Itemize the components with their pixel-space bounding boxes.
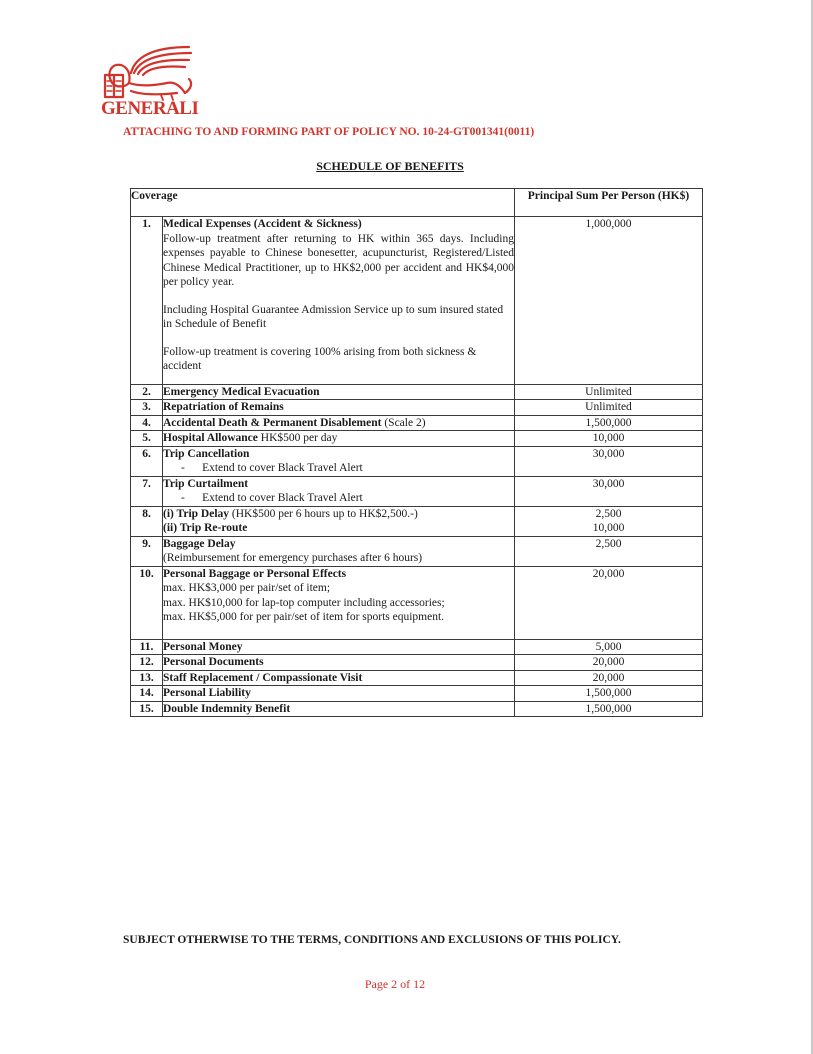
benefit-title: Medical Expenses (Accident & Sickness) xyxy=(163,218,362,230)
table-row xyxy=(131,431,703,447)
benefit-note: (Scale 2) xyxy=(381,416,426,429)
row-number: 14. xyxy=(131,686,163,702)
sum-column-header: Principal Sum Per Person (HK$) xyxy=(515,189,703,217)
row-number: 13. xyxy=(131,670,163,686)
benefit-amount: 20,000 xyxy=(515,566,703,639)
table-header-row xyxy=(131,189,703,217)
row-number: 12. xyxy=(131,655,163,671)
row-number: 5. xyxy=(131,431,163,447)
terms-note: SUBJECT OTHERWISE TO THE TERMS, CONDITIONS AND EXCLUSIONS OF THIS POLICY. xyxy=(123,934,621,946)
benefit-detail: (Reimbursement for emergency purchases after 6 hours) xyxy=(163,552,423,564)
benefit-amount: 20,000 xyxy=(515,670,703,686)
benefit-title: Trip Cancellation xyxy=(163,447,250,460)
benefit-title: Personal Documents xyxy=(163,656,264,668)
benefit-detail: - Extend to cover Black Travel Alert xyxy=(181,462,363,474)
row-number: 6. xyxy=(131,446,163,476)
benefit-title: Double Indemnity Benefit xyxy=(163,702,291,715)
benefit-detail: Follow-up treatment after returning to HK within 365 days. Including expenses payable to Chinese bonesetter, acupuncturist, Registered/Listed Chinese Medical Practitioner, up to HK$2,000 per accident and HK$4,000 per policy year. xyxy=(163,232,514,288)
benefit-title: Staff Replacement / Compassionate Visit xyxy=(163,671,363,684)
policy-reference: ATTACHING TO AND FORMING PART OF POLICY NO. 10-24-GT001341(0011) xyxy=(123,126,535,138)
benefit-amount: 30,000 xyxy=(515,446,703,476)
benefit-amount: 10,000 xyxy=(592,522,625,534)
benefit-title: Personal Baggage or Personal Effects xyxy=(163,567,347,580)
benefit-amount: 1,500,000 xyxy=(515,686,703,702)
table-row xyxy=(131,384,703,400)
row-number: 8. xyxy=(131,506,163,536)
table-row xyxy=(131,400,703,416)
benefit-title: Repatriation of Remains xyxy=(163,401,284,413)
benefit-amount: 2,500 xyxy=(515,536,703,566)
benefit-amount: 1,000,000 xyxy=(515,217,703,385)
generali-logo xyxy=(101,43,197,121)
benefit-title: Personal Liability xyxy=(163,687,251,699)
benefit-detail: max. HK$3,000 per pair/set of item; xyxy=(163,582,331,594)
benefit-detail: - Extend to cover Black Travel Alert xyxy=(181,492,363,504)
row-number: 9. xyxy=(131,536,163,566)
benefits-table xyxy=(130,188,703,717)
benefit-amount: Unlimited xyxy=(515,384,703,400)
benefit-amount: 1,500,000 xyxy=(515,701,703,717)
benefit-title: Emergency Medical Evacuation xyxy=(163,385,320,398)
benefit-title: (i) Trip Delay xyxy=(163,507,230,520)
benefit-title: Accidental Death & Permanent Disablement xyxy=(163,416,382,429)
generali-wordmark: GENERALI xyxy=(101,98,199,119)
benefit-detail: Follow-up treatment is covering 100% arising from both sickness & accident xyxy=(163,345,477,372)
row-number: 3. xyxy=(131,400,163,416)
row-number: 10. xyxy=(131,566,163,639)
row-number: 2. xyxy=(131,384,163,400)
table-row xyxy=(131,476,703,506)
table-row xyxy=(131,506,703,536)
table-row xyxy=(131,670,703,686)
row-number: 4. xyxy=(131,415,163,431)
benefit-detail: max. HK$10,000 for lap-top computer including accessories; xyxy=(163,596,445,609)
benefit-detail: max. HK$5,000 for per pair/set of item for sports equipment. xyxy=(163,611,445,623)
benefit-amount: 1,500,000 xyxy=(515,415,703,431)
row-number: 15. xyxy=(131,701,163,717)
table-row xyxy=(131,415,703,431)
benefit-amount: 2,500 xyxy=(595,507,622,520)
table-row xyxy=(131,217,703,385)
row-number: 1. xyxy=(131,217,163,385)
table-row xyxy=(131,655,703,671)
benefit-note: HK$500 per day xyxy=(257,432,338,444)
benefit-amount: Unlimited xyxy=(515,400,703,416)
benefit-title: Baggage Delay xyxy=(163,537,236,550)
row-number: 11. xyxy=(131,639,163,655)
benefit-title: (ii) Trip Re-route xyxy=(163,522,248,534)
table-row xyxy=(131,701,703,717)
benefit-note: (HK$500 per 6 hours up to HK$2,500.-) xyxy=(229,507,418,520)
benefit-title: Hospital Allowance xyxy=(163,432,258,444)
table-row xyxy=(131,686,703,702)
table-row xyxy=(131,639,703,655)
row-number: 7. xyxy=(131,476,163,506)
benefit-amount: 30,000 xyxy=(515,476,703,506)
benefit-amount: 20,000 xyxy=(515,655,703,671)
page-number: Page 2 of 12 xyxy=(364,977,426,991)
benefit-detail: Including Hospital Guarantee Admission Service up to sum insured stated in Schedule of Benefit xyxy=(163,303,504,330)
table-row xyxy=(131,536,703,566)
benefit-title: Trip Curtailment xyxy=(163,477,249,490)
winged-lion-icon xyxy=(101,43,197,101)
benefit-amount: 5,000 xyxy=(515,639,703,655)
page-title: SCHEDULE OF BENEFITS xyxy=(316,159,464,173)
benefit-title: Personal Money xyxy=(163,640,243,653)
coverage-column-header: Coverage xyxy=(131,189,515,217)
table-row xyxy=(131,446,703,476)
table-row xyxy=(131,566,703,639)
benefit-amount: 10,000 xyxy=(515,431,703,447)
